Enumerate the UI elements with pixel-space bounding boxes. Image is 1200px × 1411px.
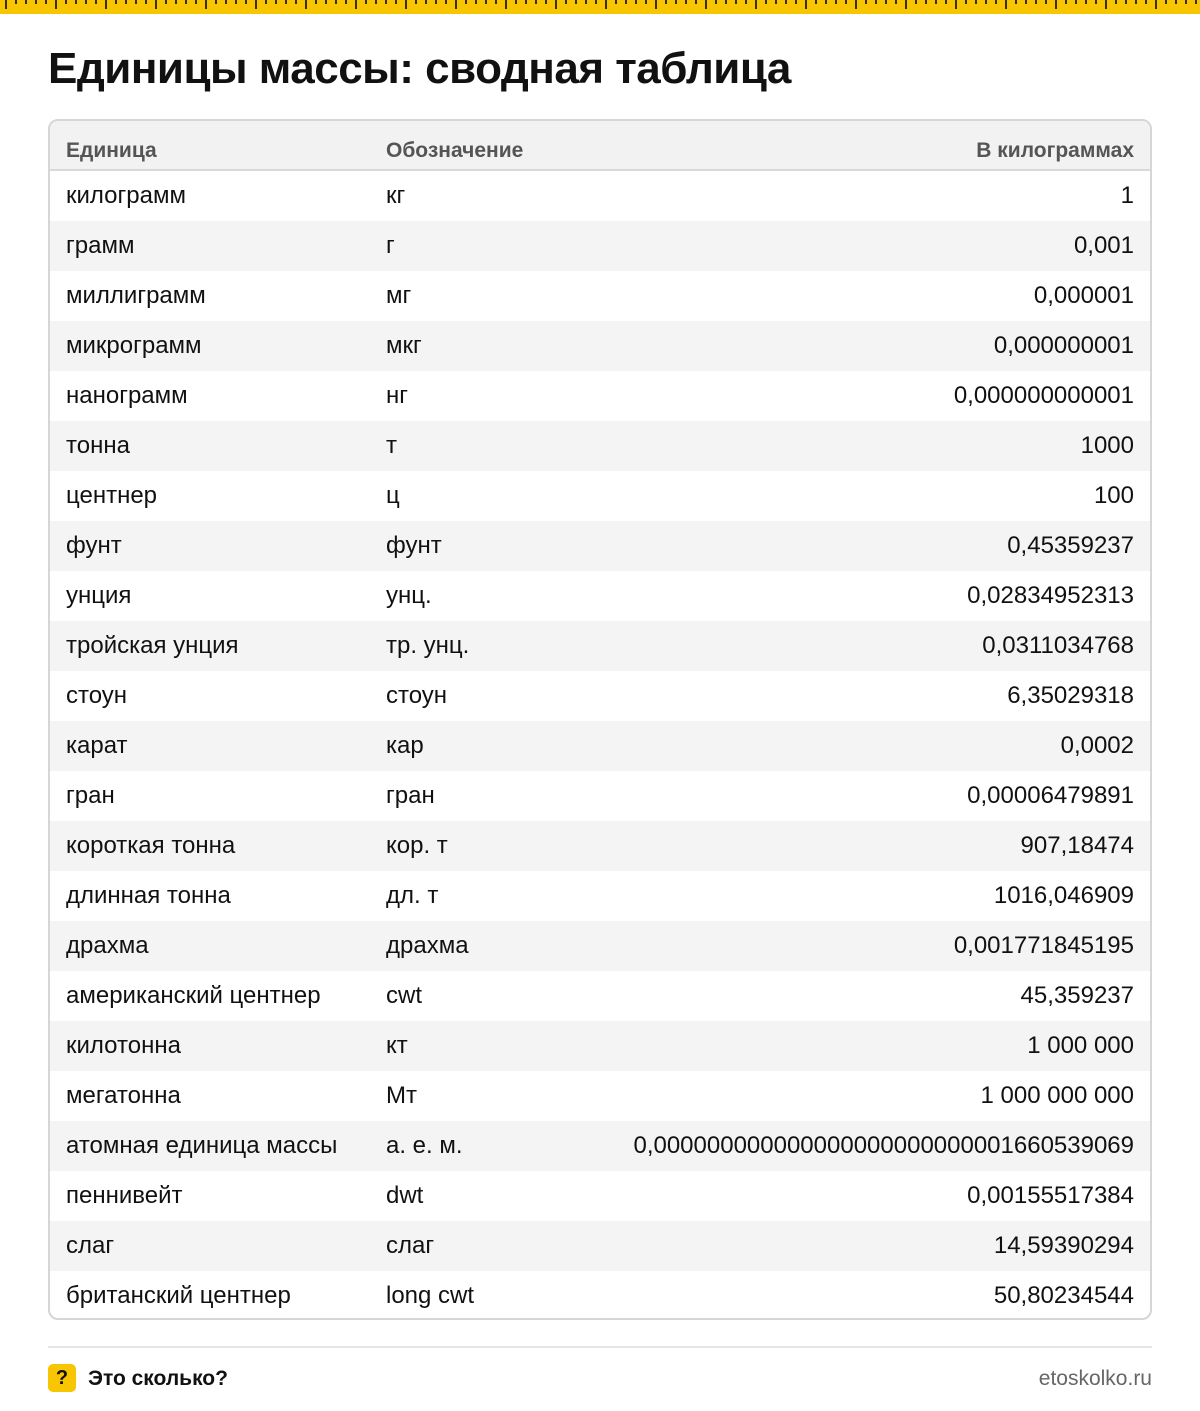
cell-unit: слаг [66, 1232, 115, 1259]
cell-symbol: унц. [386, 582, 432, 609]
cell-symbol: гран [386, 782, 435, 809]
table-row [50, 1121, 1150, 1171]
cell-kilograms: 0,000000001 [993, 332, 1134, 359]
table-row [50, 871, 1150, 921]
cell-kilograms: 0,45359237 [1007, 532, 1134, 559]
cell-symbol: dwt [386, 1182, 424, 1209]
table-row [50, 921, 1150, 971]
table-row [50, 171, 1150, 221]
cell-unit: карат [66, 732, 128, 759]
cell-unit: килограмм [66, 182, 186, 209]
table-row [50, 471, 1150, 521]
cell-unit: грамм [66, 232, 135, 259]
cell-symbol: cwt [386, 982, 422, 1009]
table-row [50, 721, 1150, 771]
cell-kilograms: 6,35029318 [1007, 682, 1134, 709]
cell-kilograms: 0,02834952313 [967, 582, 1134, 609]
cell-kilograms: 1016,046909 [993, 882, 1134, 909]
cell-symbol: тр. унц. [386, 632, 470, 659]
cell-unit: унция [66, 582, 132, 609]
cell-symbol: стоун [386, 682, 448, 709]
cell-kilograms: 100 [1093, 482, 1134, 509]
table-row [50, 371, 1150, 421]
cell-kilograms: 0,000001 [1033, 282, 1134, 309]
cell-symbol: Мт [386, 1082, 417, 1109]
table-row [50, 1221, 1150, 1271]
footer-brand: Это сколько? [88, 1367, 228, 1390]
table-row [50, 821, 1150, 871]
cell-unit: атомная единица массы [66, 1132, 338, 1159]
cell-unit: мегатонна [66, 1082, 181, 1109]
table-row [50, 1171, 1150, 1221]
cell-kilograms: 50,80234544 [993, 1282, 1134, 1309]
cell-unit: короткая тонна [66, 832, 236, 859]
cell-unit: килотонна [66, 1032, 181, 1059]
cell-symbol: фунт [386, 532, 442, 559]
table-header [50, 121, 1150, 171]
cell-symbol: ц [386, 482, 400, 509]
table-row [50, 621, 1150, 671]
cell-symbol: слаг [386, 1232, 435, 1259]
cell-unit: центнер [66, 482, 158, 509]
footer-site-link[interactable]: etoskolko.ru [1038, 1367, 1152, 1390]
cell-kilograms: 14,59390294 [993, 1232, 1134, 1259]
table-row [50, 221, 1150, 271]
cell-unit: тройская унция [66, 632, 239, 659]
table-row [50, 521, 1150, 571]
cell-unit: нанограмм [66, 382, 188, 409]
cell-symbol: кор. т [386, 832, 448, 859]
cell-unit: драхма [66, 932, 149, 959]
header-symbol: Обозначение [386, 139, 524, 162]
cell-kilograms: 1 [1120, 182, 1134, 209]
cell-unit: микрограмм [66, 332, 202, 359]
cell-kilograms: 0,001771845195 [953, 932, 1134, 959]
cell-kilograms: 1 000 000 [1027, 1032, 1134, 1059]
cell-unit: тонна [66, 432, 130, 459]
cell-kilograms: 0,0002 [1060, 732, 1134, 759]
cell-symbol: мг [386, 282, 412, 309]
cell-symbol: кг [386, 182, 406, 209]
table-row [50, 1021, 1150, 1071]
page-title: Единицы массы: сводная таблица [48, 44, 791, 93]
cell-kilograms: 45,359237 [1020, 982, 1134, 1009]
mass-units-table [48, 119, 1152, 1320]
cell-unit: британский центнер [66, 1282, 291, 1309]
table-row [50, 971, 1150, 1021]
cell-symbol: мкг [386, 332, 422, 359]
table-row [50, 321, 1150, 371]
cell-kilograms: 0,000000000001 [953, 382, 1134, 409]
question-mark-logo-icon: ? [48, 1364, 76, 1392]
cell-symbol: драхма [386, 932, 469, 959]
cell-kilograms: 0,000000000000000000000000001660539069 [633, 1132, 1134, 1159]
cell-unit: миллиграмм [66, 282, 206, 309]
cell-unit: пеннивейт [66, 1182, 183, 1209]
cell-symbol: long cwt [386, 1282, 475, 1309]
table-row [50, 1271, 1150, 1320]
cell-symbol: г [386, 232, 395, 259]
cell-symbol: а. е. м. [386, 1132, 463, 1159]
table-row [50, 421, 1150, 471]
cell-symbol: дл. т [386, 882, 439, 909]
header-unit: Единица [66, 139, 157, 162]
ruler-strip-icon [0, 0, 1200, 14]
cell-unit: американский центнер [66, 982, 321, 1009]
header-kilograms: В килограммах [976, 139, 1134, 162]
cell-kilograms: 0,001 [1073, 232, 1134, 259]
cell-kilograms: 0,00006479891 [967, 782, 1134, 809]
table-row [50, 771, 1150, 821]
cell-kilograms: 0,0311034768 [982, 632, 1134, 659]
cell-symbol: кар [386, 732, 424, 759]
cell-unit: стоун [66, 682, 128, 709]
cell-symbol: нг [386, 382, 409, 409]
footer-divider [48, 1346, 1152, 1348]
cell-kilograms: 1000 [1080, 432, 1134, 459]
cell-symbol: т [386, 432, 397, 459]
cell-kilograms: 1 000 000 000 [980, 1082, 1134, 1109]
cell-unit: длинная тонна [66, 882, 231, 909]
table-row [50, 1071, 1150, 1121]
table-row [50, 271, 1150, 321]
table-row [50, 571, 1150, 621]
cell-kilograms: 0,00155517384 [967, 1182, 1134, 1209]
cell-kilograms: 907,18474 [1020, 832, 1134, 859]
cell-unit: гран [66, 782, 115, 809]
table-body [50, 171, 1150, 1320]
cell-symbol: кт [386, 1032, 408, 1059]
table-row [50, 671, 1150, 721]
cell-unit: фунт [66, 532, 122, 559]
